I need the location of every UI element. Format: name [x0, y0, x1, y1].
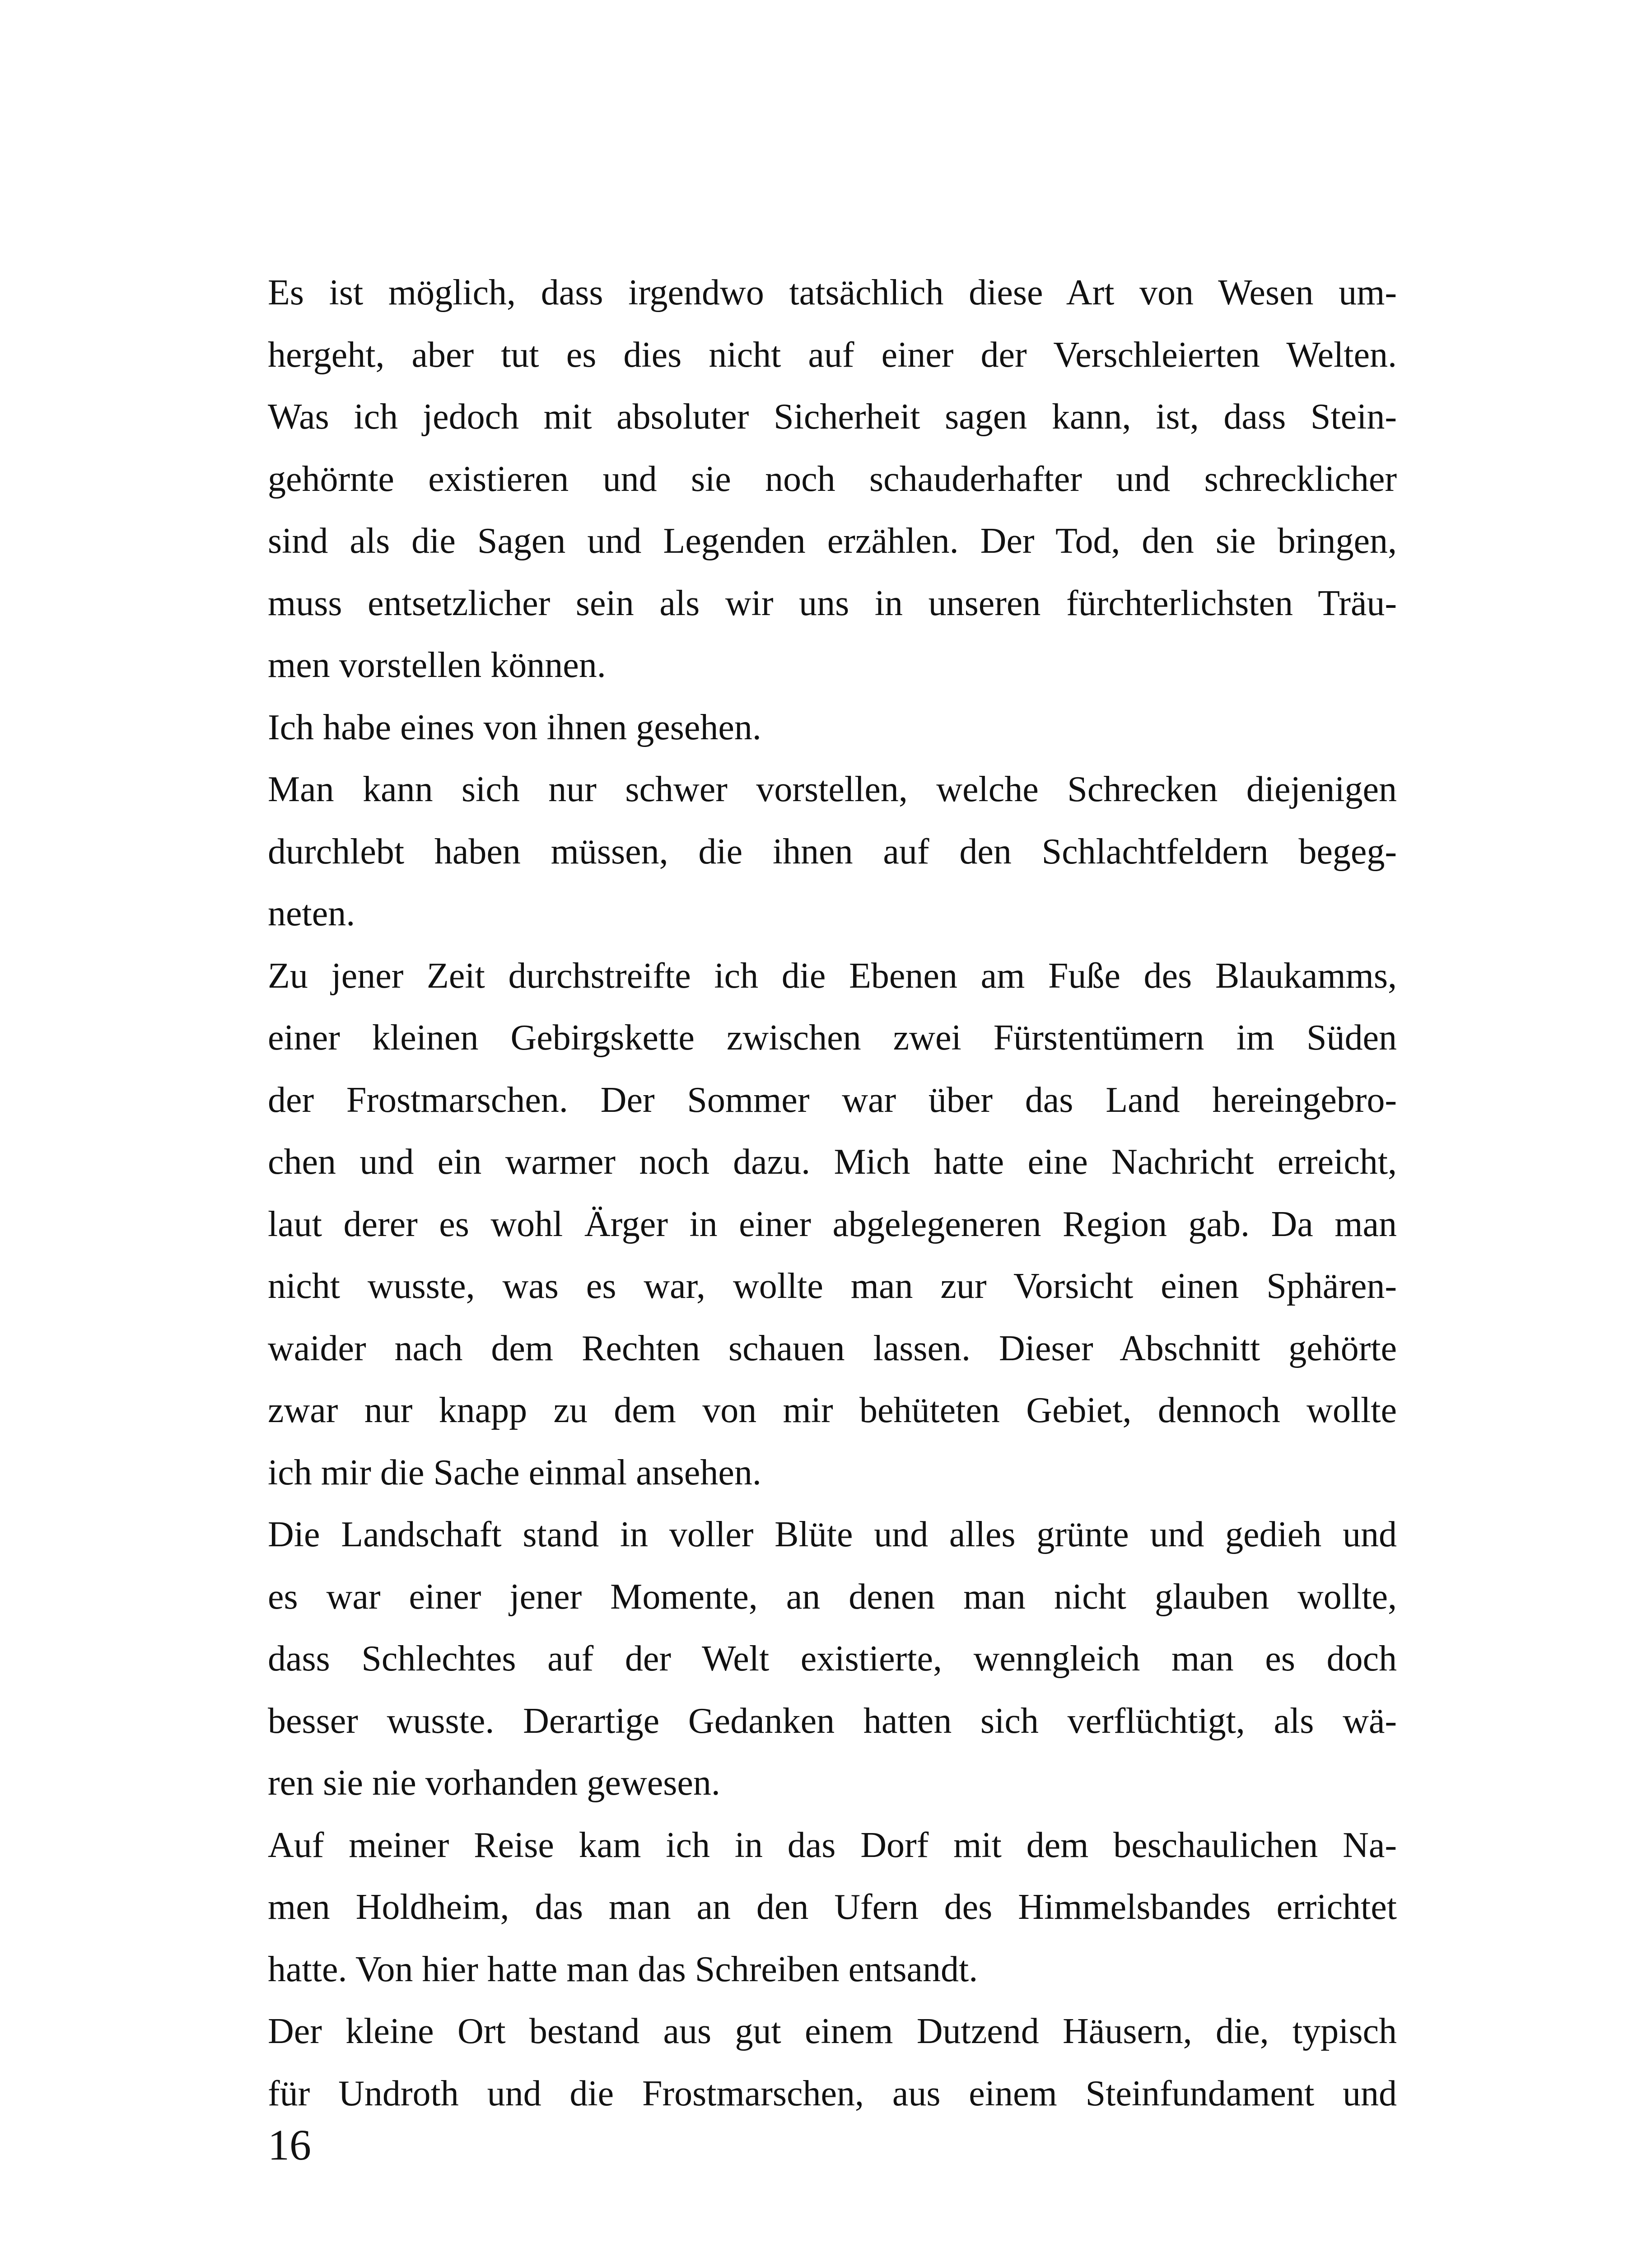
text-line: es war einer jener Momente, an denen man nicht glauben wollte, — [268, 1577, 1397, 1617]
text-line: für Undroth und die Frostmarschen, aus einem Steinfundament und — [268, 2073, 1397, 2113]
text-line: einer kleinen Gebirgskette zwischen zwei Fürstentümern im Süden — [268, 1018, 1397, 1058]
text-line: besser wusste. Derartige Gedanken hatten sich verflüchtigt, als wä- — [268, 1701, 1397, 1741]
text-line: Auf meiner Reise kam ich in das Dorf mit dem beschaulichen Na- — [268, 1825, 1397, 1865]
text-line: Was ich jedoch mit absoluter Sicherheit sagen kann, ist, dass Stein- — [268, 397, 1397, 437]
text-line: ren sie nie vorhanden gewesen. — [268, 1763, 720, 1803]
text-line: Zu jener Zeit durchstreifte ich die Ebenen am Fuße des Blaukamms, — [268, 956, 1397, 996]
text-line: laut derer es wohl Ärger in einer abgelegeneren Region gab. Da man — [268, 1204, 1397, 1244]
text-line: neten. — [268, 894, 355, 933]
text-line: hatte. Von hier hatte man das Schreiben entsandt. — [268, 1949, 978, 1989]
text-line: Der kleine Ort bestand aus gut einem Dutzend Häusern, die, typisch — [268, 2011, 1397, 2051]
text-line: Die Landschaft stand in voller Blüte und alles grünte und gedieh und — [268, 1515, 1397, 1554]
text-line: Ich habe eines von ihnen gesehen. — [268, 707, 761, 747]
text-line: chen und ein warmer noch dazu. Mich hatte eine Nachricht erreicht, — [268, 1142, 1397, 1182]
body-text — [268, 262, 1397, 2125]
text-line: men vorstellen können. — [268, 645, 606, 685]
text-line: gehörnte existieren und sie noch schauderhafter und schrecklicher — [268, 459, 1397, 499]
text-line: zwar nur knapp zu dem von mir behüteten Gebiet, dennoch wollte — [268, 1390, 1397, 1430]
text-line: sind als die Sagen und Legenden erzählen. Der Tod, den sie bringen, — [268, 521, 1397, 561]
text-line: ich mir die Sache einmal ansehen. — [268, 1452, 761, 1493]
text-line: hergeht, aber tut es dies nicht auf einer der Verschleierten Welten. — [268, 335, 1397, 375]
text-line: waider nach dem Rechten schauen lassen. Dieser Abschnitt gehörte — [268, 1328, 1397, 1368]
text-line: durchlebt haben müssen, die ihnen auf den Schlachtfeldern begeg- — [268, 831, 1397, 872]
text-line: Man kann sich nur schwer vorstellen, welche Schrecken diejenigen — [268, 770, 1397, 809]
text-line: dass Schlechtes auf der Welt existierte, wenngleich man es doch — [268, 1639, 1397, 1679]
page-number: 16 — [268, 2121, 311, 2169]
text-line: der Frostmarschen. Der Sommer war über das Land hereingebro- — [268, 1080, 1397, 1120]
text-line: Es ist möglich, dass irgendwo tatsächlich diese Art von Wesen um- — [268, 273, 1397, 313]
text-line: muss entsetzlicher sein als wir uns in unseren fürchterlichsten Träu- — [268, 583, 1397, 623]
text-line: nicht wusste, was es war, wollte man zur Vorsicht einen Sphären- — [268, 1266, 1397, 1306]
text-line: men Holdheim, das man an den Ufern des Himmelsbandes errichtet — [268, 1887, 1397, 1927]
